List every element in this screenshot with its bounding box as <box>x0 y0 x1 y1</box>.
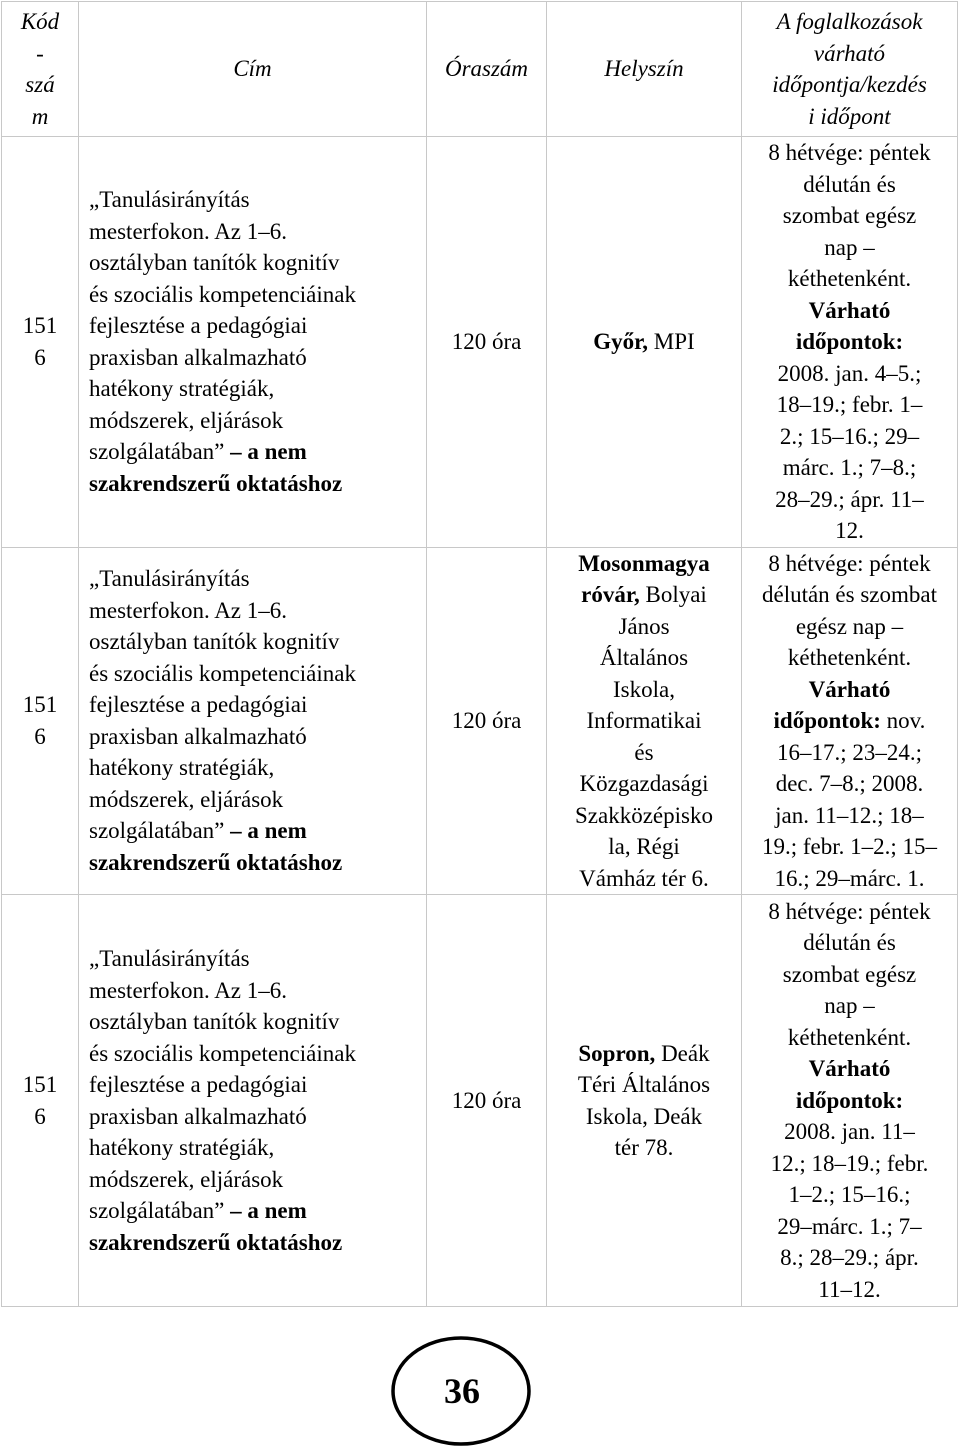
row-time <box>742 547 958 895</box>
title-text: „Tanulásirányítás mesterfokon. Az 1–6. osztályban tanítók kognitív és szociális kompetenciáinak fejlesztése a pedagógiai praxisban alkalmazható hatékony stratégiák, módszerek, eljárások szolgálatában” <box>89 566 356 844</box>
title-text: „Tanulásirányítás mesterfokon. Az 1–6. osztályban tanítók kognitív és szociális kompetenciáinak fejlesztése a pedagógiai praxisban alkalmazható hatékony stratégiák, módszerek, eljárások szolgálatában” <box>89 946 356 1223</box>
row-time <box>742 137 958 548</box>
time-dates: 2008. jan. 11– 12.; 18–19.; febr. 1–2.; 15–16.; 29–márc. 1.; 7– 8.; 28–29.; ápr. 11–12. <box>770 1119 929 1302</box>
location-city: Sopron, <box>578 1040 656 1066</box>
location-address: MPI <box>648 329 695 354</box>
table-row <box>2 137 958 548</box>
time-schedule: 8 hétvége: péntek délután és szombat egész nap – kéthetenként. <box>768 898 931 1050</box>
row-location <box>547 137 742 548</box>
title-bold-text: – a nem szakrendszerű oktatáshoz <box>89 818 343 875</box>
time-schedule: 8 hétvége: péntek délután és szombat egész nap – kéthetenként. <box>768 140 931 291</box>
row-title <box>79 137 427 548</box>
row-code: 151 6 <box>2 895 79 1307</box>
header-hours: Óraszám <box>427 2 547 137</box>
table-header-row <box>2 2 958 137</box>
table-row <box>2 895 958 1307</box>
page-number: 36 <box>444 1371 480 1411</box>
header-title: Cím <box>79 2 427 137</box>
row-hours: 120 óra <box>427 137 547 548</box>
time-label: Várható időpontok: <box>795 297 904 354</box>
title-bold-text: – a nem szakrendszerű oktatáshoz <box>89 1198 343 1255</box>
course-table <box>1 1 958 1307</box>
page-number-badge <box>390 1335 534 1447</box>
title-bold-text: – a nem szakrendszerű oktatáshoz <box>89 439 343 496</box>
title-text: „Tanulásirányítás mesterfokon. Az 1–6. osztályban tanítók kognitív és szociális kompetenciáinak fejlesztése a pedagógiai praxisban alkalmazható hatékony stratégiák, módszerek, eljárások szolgálatában” <box>89 187 356 465</box>
row-location <box>547 547 742 895</box>
location-city: Győr, <box>593 329 649 354</box>
time-dates: nov. 16–17.; 23–24.; dec. 7–8.; 2008. jan. 11–12.; 18– 19.; febr. 1–2.; 15– 16.; 29–márc. 1. <box>761 708 938 891</box>
row-title <box>79 895 427 1307</box>
row-time <box>742 895 958 1307</box>
time-label: Várható időpontok: <box>773 676 891 733</box>
location-city: Mosonmagya róvár, <box>578 550 710 607</box>
time-label: Várható időpontok: <box>795 1056 904 1113</box>
header-location: Helyszín <box>547 2 742 137</box>
row-title <box>79 547 427 895</box>
location-address: Bolyai János Általános Iskola, Informatikai és Közgazdasági Szakközépisko la, Régi Vámház tér 6. <box>575 582 713 891</box>
row-code: 151 6 <box>2 547 79 895</box>
table-row <box>2 547 958 895</box>
row-hours: 120 óra <box>427 547 547 895</box>
row-hours: 120 óra <box>427 895 547 1307</box>
location-address: Deák Téri Általános Iskola, Deák tér 78. <box>577 1040 711 1160</box>
header-time: A foglalkozások várható időpontja/kezdés i időpont <box>742 2 958 137</box>
row-code: 151 6 <box>2 137 79 548</box>
row-location <box>547 895 742 1307</box>
time-schedule: 8 hétvége: péntek délután és szombat egész nap – kéthetenként. <box>761 550 937 670</box>
header-code: Kód - szá m <box>2 2 79 137</box>
time-dates: 2008. jan. 4–5.; 18–19.; febr. 1– 2.; 15–16.; 29– márc. 1.; 7–8.; 28–29.; ápr. 11– 12. <box>775 360 924 543</box>
